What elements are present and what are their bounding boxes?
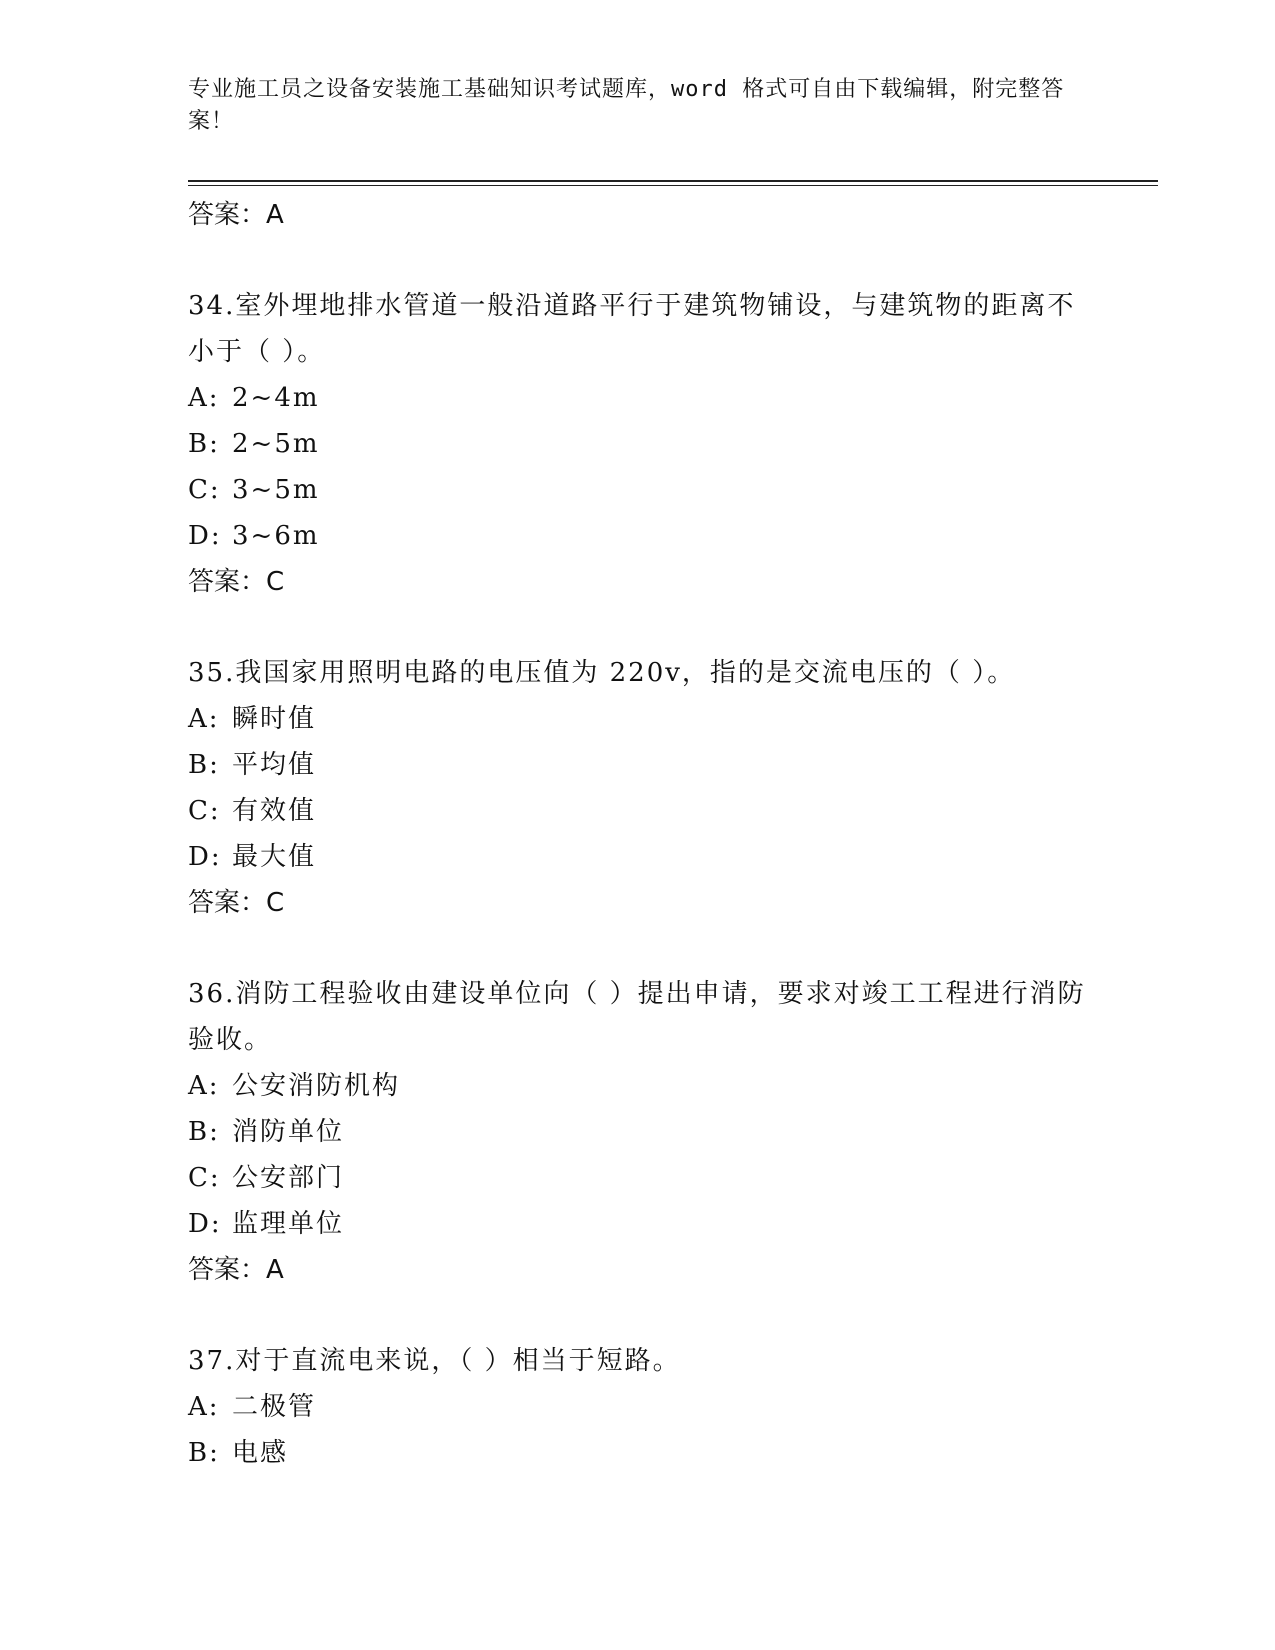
option-letter: C: [188, 475, 221, 505]
option-text: 公安部门 [232, 1163, 345, 1193]
option-text: 有效值 [232, 796, 317, 826]
question-list [188, 283, 1088, 1476]
option-letter: D: [188, 1209, 222, 1239]
option [188, 834, 1088, 880]
option [188, 1430, 1088, 1476]
answer-line: 答案：A [188, 200, 284, 230]
option-text: 平均值 [232, 750, 317, 780]
option [188, 467, 1088, 513]
option [188, 1155, 1088, 1201]
question-block [188, 650, 1088, 926]
option-text: 监理单位 [232, 1209, 345, 1239]
option [188, 1384, 1088, 1430]
option [188, 421, 1088, 467]
answer-line: 答案：A [188, 1255, 284, 1285]
question-stem: 35.我国家用照明电路的电压值为 220v，指的是交流电压的（ ）。 [188, 658, 1016, 688]
option-text: 3~5m [232, 475, 320, 505]
option-text: 电感 [232, 1438, 289, 1468]
option-text: 瞬时值 [232, 704, 317, 734]
option-letter: D: [188, 842, 222, 872]
option [188, 375, 1088, 421]
question-stem: 34.室外埋地排水管道一般沿道路平行于建筑物铺设，与建筑物的距离不小于（ ）。 [188, 291, 1076, 367]
option-letter: B: [188, 429, 220, 459]
option-letter: B: [188, 750, 220, 780]
option-text: 2~4m [232, 383, 320, 413]
option-letter: A: [188, 383, 220, 413]
option-letter: B: [188, 1438, 220, 1468]
option [188, 742, 1088, 788]
header-rule-thick [188, 180, 1158, 182]
option-text: 3~6m [232, 521, 320, 551]
option-letter: A: [188, 704, 220, 734]
question-block [188, 971, 1088, 1293]
document-header: 专业施工员之设备安装施工基础知识考试题库，word 格式可自由下载编辑，附完整答案！ [188, 77, 1065, 134]
question-block [188, 283, 1088, 605]
option [188, 1201, 1088, 1247]
option-letter: C: [188, 1163, 221, 1193]
question-stem: 36.消防工程验收由建设单位向（ ）提出申请，要求对竣工工程进行消防验收。 [188, 979, 1086, 1055]
option-text: 消防单位 [232, 1117, 345, 1147]
option [188, 1063, 1088, 1109]
option-text: 公安消防机构 [232, 1071, 401, 1101]
option [188, 696, 1088, 742]
option-letter: A: [188, 1392, 220, 1422]
option-letter: D: [188, 521, 222, 551]
option-text: 二极管 [232, 1392, 317, 1422]
question-stem: 37.对于直流电来说，（ ）相当于短路。 [188, 1346, 681, 1376]
option-letter: A: [188, 1071, 220, 1101]
answer-line: 答案：C [188, 888, 285, 918]
option-text: 最大值 [232, 842, 317, 872]
option [188, 1109, 1088, 1155]
option-letter: B: [188, 1117, 220, 1147]
option-text: 2~5m [232, 429, 320, 459]
header-rule-thin [188, 185, 1158, 186]
question-block [188, 1338, 1088, 1476]
option-letter: C: [188, 796, 221, 826]
option [188, 788, 1088, 834]
option [188, 513, 1088, 559]
question-content [188, 192, 1088, 1476]
answer-line: 答案：C [188, 567, 285, 597]
